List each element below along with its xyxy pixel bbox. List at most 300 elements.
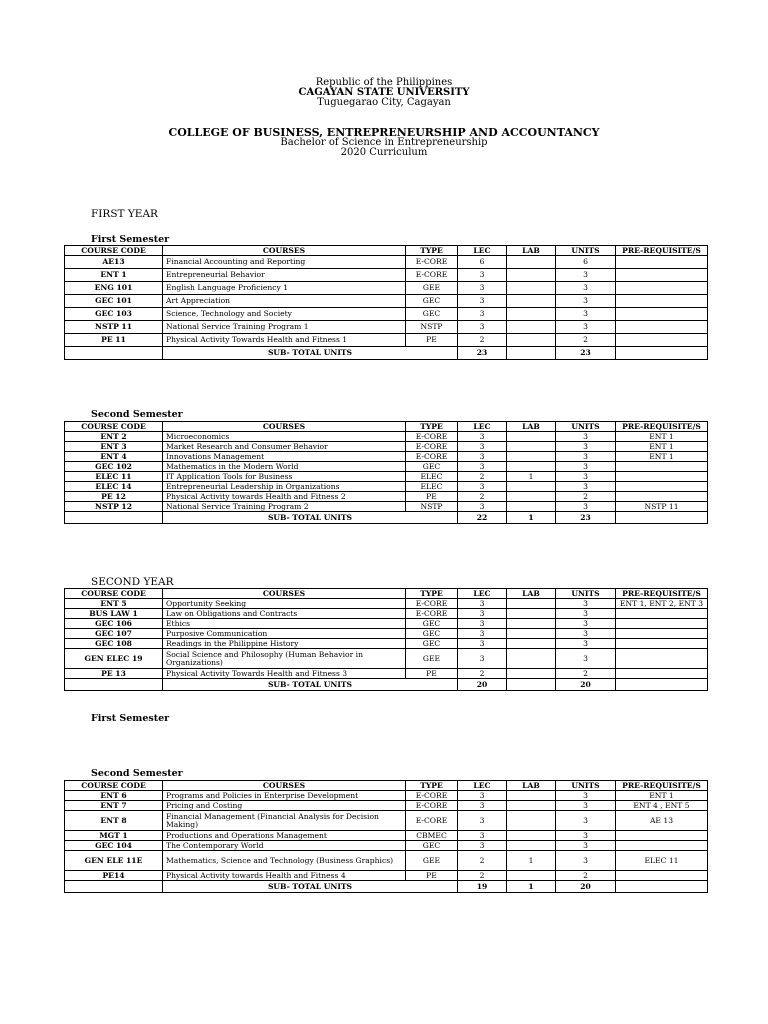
lec-cell: 3 bbox=[458, 308, 507, 321]
units-cell: 3 bbox=[556, 269, 616, 282]
lec-cell: 3 bbox=[458, 295, 507, 308]
units-cell: 2 bbox=[556, 334, 616, 347]
course-code-cell: GEN ELE 11E bbox=[65, 851, 163, 871]
subtotal-blank-cell bbox=[616, 881, 708, 893]
lab-cell bbox=[507, 619, 556, 629]
course-code-cell: GEN ELEC 19 bbox=[65, 649, 163, 669]
lec-cell: 2 bbox=[458, 492, 507, 502]
units-cell: 3 bbox=[556, 321, 616, 334]
column-header: UNITS bbox=[556, 246, 616, 256]
table-row bbox=[65, 502, 708, 512]
course-code-cell: NSTP 11 bbox=[65, 321, 163, 334]
course-type-cell: PE bbox=[406, 334, 458, 347]
lab-cell: 1 bbox=[507, 851, 556, 871]
course-code-cell: NSTP 12 bbox=[65, 502, 163, 512]
column-header: TYPE bbox=[406, 589, 458, 599]
column-header: PRE-REQUISITE/S bbox=[616, 781, 708, 791]
course-code-cell: ENG 101 bbox=[65, 282, 163, 295]
lec-cell: 3 bbox=[458, 462, 507, 472]
lec-cell: 3 bbox=[458, 801, 507, 811]
lab-cell bbox=[507, 801, 556, 811]
table-row bbox=[65, 871, 708, 881]
lec-cell: 3 bbox=[458, 432, 507, 442]
course-code-cell: GEC 106 bbox=[65, 619, 163, 629]
lab-cell bbox=[507, 669, 556, 679]
course-title-cell: Art Appreciation bbox=[163, 295, 406, 308]
table-header-row bbox=[65, 422, 708, 432]
subtotal-blank-cell bbox=[616, 347, 708, 360]
column-header: TYPE bbox=[406, 781, 458, 791]
prerequisite-cell bbox=[616, 629, 708, 639]
subtotal-units: 23 bbox=[556, 347, 616, 360]
lab-cell bbox=[507, 811, 556, 831]
first-year-first-semester-label: First Semester bbox=[91, 234, 170, 245]
lec-cell: 2 bbox=[458, 669, 507, 679]
lab-cell bbox=[507, 599, 556, 609]
course-code-cell: GEC 101 bbox=[65, 295, 163, 308]
column-header: UNITS bbox=[556, 589, 616, 599]
table-row bbox=[65, 256, 708, 269]
table-row bbox=[65, 841, 708, 851]
table-row bbox=[65, 492, 708, 502]
prerequisite-cell bbox=[616, 295, 708, 308]
column-header: UNITS bbox=[556, 781, 616, 791]
column-header: UNITS bbox=[556, 422, 616, 432]
units-cell: 3 bbox=[556, 811, 616, 831]
prerequisite-cell: ENT 1, ENT 2, ENT 3 bbox=[616, 599, 708, 609]
units-cell: 3 bbox=[556, 442, 616, 452]
prerequisite-cell bbox=[616, 482, 708, 492]
lec-cell: 3 bbox=[458, 482, 507, 492]
units-cell: 2 bbox=[556, 669, 616, 679]
column-header: TYPE bbox=[406, 422, 458, 432]
units-cell: 3 bbox=[556, 619, 616, 629]
column-header: LAB bbox=[507, 422, 556, 432]
lec-cell: 3 bbox=[458, 269, 507, 282]
course-title-cell: Physical Activity towards Health and Fitness 2 bbox=[163, 492, 406, 502]
units-cell: 3 bbox=[556, 462, 616, 472]
lab-cell bbox=[507, 871, 556, 881]
course-title-cell: English Language Proficiency 1 bbox=[163, 282, 406, 295]
course-code-cell: PE 13 bbox=[65, 669, 163, 679]
lab-cell bbox=[507, 282, 556, 295]
table-row bbox=[65, 432, 708, 442]
lab-cell bbox=[507, 295, 556, 308]
course-type-cell: GEC bbox=[406, 308, 458, 321]
units-cell: 3 bbox=[556, 639, 616, 649]
prerequisite-cell bbox=[616, 669, 708, 679]
column-header: COURSE CODE bbox=[65, 422, 163, 432]
lab-cell bbox=[507, 462, 556, 472]
course-code-cell: PE14 bbox=[65, 871, 163, 881]
course-title-cell: Physical Activity towards Health and Fitness 4 bbox=[163, 871, 406, 881]
lab-cell bbox=[507, 269, 556, 282]
course-code-cell: ENT 6 bbox=[65, 791, 163, 801]
course-code-cell: ENT 3 bbox=[65, 442, 163, 452]
lab-cell bbox=[507, 492, 556, 502]
course-type-cell: E-CORE bbox=[406, 442, 458, 452]
column-header: LEC bbox=[458, 781, 507, 791]
column-header: COURSES bbox=[163, 246, 406, 256]
table-row bbox=[65, 452, 708, 462]
lec-cell: 3 bbox=[458, 619, 507, 629]
course-type-cell: NSTP bbox=[406, 321, 458, 334]
course-title-cell: Mathematics, Science and Technology (Business Graphics) bbox=[163, 851, 406, 871]
course-code-cell: ENT 5 bbox=[65, 599, 163, 609]
prerequisite-cell bbox=[616, 841, 708, 851]
prerequisite-cell bbox=[616, 334, 708, 347]
lab-cell bbox=[507, 482, 556, 492]
subtotal-blank-cell bbox=[65, 512, 163, 524]
second-year-second-semester-label: Second Semester bbox=[91, 768, 183, 779]
course-code-cell: ENT 2 bbox=[65, 432, 163, 442]
course-title-cell: Physical Activity Towards Health and Fitness 1 bbox=[163, 334, 406, 347]
subtotal-blank-cell bbox=[616, 512, 708, 524]
subtotal-row bbox=[65, 347, 708, 360]
course-title-cell: Purposive Communication bbox=[163, 629, 406, 639]
subtotal-units: 20 bbox=[556, 881, 616, 893]
lab-cell bbox=[507, 452, 556, 462]
prerequisite-cell: NSTP 11 bbox=[616, 502, 708, 512]
column-header: COURSES bbox=[163, 422, 406, 432]
prerequisite-cell bbox=[616, 871, 708, 881]
units-cell: 3 bbox=[556, 502, 616, 512]
table-row bbox=[65, 649, 708, 669]
prerequisite-cell bbox=[616, 472, 708, 482]
course-type-cell: GEC bbox=[406, 619, 458, 629]
lec-cell: 2 bbox=[458, 851, 507, 871]
course-title-cell: National Service Training Program 2 bbox=[163, 502, 406, 512]
table-row bbox=[65, 295, 708, 308]
course-title-cell: Market Research and Consumer Behavior bbox=[163, 442, 406, 452]
table-row bbox=[65, 334, 708, 347]
lab-cell bbox=[507, 256, 556, 269]
subtotal-lec: 22 bbox=[458, 512, 507, 524]
course-code-cell: GEC 104 bbox=[65, 841, 163, 851]
units-cell: 3 bbox=[556, 599, 616, 609]
course-title-cell: Financial Management (Financial Analysis for Decision Making) bbox=[163, 811, 406, 831]
subtotal-label: SUB- TOTAL UNITS bbox=[163, 347, 458, 360]
lec-cell: 2 bbox=[458, 334, 507, 347]
course-code-cell: ENT 1 bbox=[65, 269, 163, 282]
lab-cell bbox=[507, 432, 556, 442]
units-cell: 2 bbox=[556, 871, 616, 881]
units-cell: 2 bbox=[556, 492, 616, 502]
table-row bbox=[65, 482, 708, 492]
prerequisite-cell: ELEC 11 bbox=[616, 851, 708, 871]
course-code-cell: ELEC 11 bbox=[65, 472, 163, 482]
second-year-first-semester-label: First Semester bbox=[91, 713, 170, 724]
course-type-cell: NSTP bbox=[406, 502, 458, 512]
units-cell: 3 bbox=[556, 851, 616, 871]
table-row bbox=[65, 442, 708, 452]
college-name: COLLEGE OF BUSINESS, ENTREPRENEURSHIP AND ACCOUNTANCY bbox=[168, 126, 600, 139]
prerequisite-cell bbox=[616, 492, 708, 502]
course-type-cell: ELEC bbox=[406, 472, 458, 482]
subtotal-units: 20 bbox=[556, 679, 616, 691]
prerequisite-cell bbox=[616, 609, 708, 619]
course-title-cell: Science, Technology and Society bbox=[163, 308, 406, 321]
column-header: PRE-REQUISITE/S bbox=[616, 246, 708, 256]
lec-cell: 6 bbox=[458, 256, 507, 269]
prerequisite-cell bbox=[616, 321, 708, 334]
lab-cell bbox=[507, 649, 556, 669]
subtotal-lab: 1 bbox=[507, 512, 556, 524]
course-type-cell: E-CORE bbox=[406, 432, 458, 442]
prerequisite-cell: ENT 1 bbox=[616, 442, 708, 452]
course-code-cell: GEC 102 bbox=[65, 462, 163, 472]
course-type-cell: E-CORE bbox=[406, 609, 458, 619]
course-title-cell: Innovations Management bbox=[163, 452, 406, 462]
course-type-cell: PE bbox=[406, 669, 458, 679]
subtotal-row bbox=[65, 881, 708, 893]
course-type-cell: E-CORE bbox=[406, 791, 458, 801]
units-cell: 3 bbox=[556, 801, 616, 811]
subtotal-lab: 1 bbox=[507, 881, 556, 893]
table-row bbox=[65, 282, 708, 295]
table-row bbox=[65, 472, 708, 482]
course-type-cell: GEC bbox=[406, 639, 458, 649]
column-header: TYPE bbox=[406, 246, 458, 256]
course-title-cell: Law on Obligations and Contracts bbox=[163, 609, 406, 619]
course-code-cell: PE 11 bbox=[65, 334, 163, 347]
lec-cell: 3 bbox=[458, 639, 507, 649]
lab-cell bbox=[507, 334, 556, 347]
units-cell: 3 bbox=[556, 482, 616, 492]
units-cell: 3 bbox=[556, 432, 616, 442]
lec-cell: 3 bbox=[458, 649, 507, 669]
course-code-cell: GEC 108 bbox=[65, 639, 163, 649]
lec-cell: 3 bbox=[458, 442, 507, 452]
table-row bbox=[65, 599, 708, 609]
table-row bbox=[65, 811, 708, 831]
lec-cell: 3 bbox=[458, 452, 507, 462]
course-title-cell: Physical Activity Towards Health and Fitness 3 bbox=[163, 669, 406, 679]
course-code-cell: AE13 bbox=[65, 256, 163, 269]
course-type-cell: GEE bbox=[406, 851, 458, 871]
course-type-cell: GEE bbox=[406, 649, 458, 669]
lec-cell: 3 bbox=[458, 791, 507, 801]
course-title-cell: Microeconomics bbox=[163, 432, 406, 442]
course-title-cell: Pricing and Costing bbox=[163, 801, 406, 811]
course-title-cell: Financial Accounting and Reporting bbox=[163, 256, 406, 269]
prerequisite-cell bbox=[616, 269, 708, 282]
subtotal-label: SUB- TOTAL UNITS bbox=[163, 679, 458, 691]
units-cell: 3 bbox=[556, 282, 616, 295]
university-location: Tuguegarao City, Cagayan bbox=[317, 97, 451, 108]
course-title-cell: IT Application Tools for Business bbox=[163, 472, 406, 482]
table-row bbox=[65, 639, 708, 649]
course-type-cell: PE bbox=[406, 871, 458, 881]
subtotal-lec: 19 bbox=[458, 881, 507, 893]
course-type-cell: GEC bbox=[406, 462, 458, 472]
subtotal-label: SUB- TOTAL UNITS bbox=[163, 881, 458, 893]
prerequisite-cell bbox=[616, 639, 708, 649]
lab-cell bbox=[507, 321, 556, 334]
lec-cell: 3 bbox=[458, 599, 507, 609]
column-header: LEC bbox=[458, 246, 507, 256]
course-type-cell: E-CORE bbox=[406, 452, 458, 462]
second-year-heading: SECOND YEAR bbox=[91, 576, 174, 588]
prerequisite-cell bbox=[616, 462, 708, 472]
course-code-cell: PE 12 bbox=[65, 492, 163, 502]
course-title-cell: Social Science and Philosophy (Human Behavior in Organizations) bbox=[163, 649, 406, 669]
subtotal-label: SUB- TOTAL UNITS bbox=[163, 512, 458, 524]
course-type-cell: GEC bbox=[406, 629, 458, 639]
units-cell: 3 bbox=[556, 649, 616, 669]
course-type-cell: E-CORE bbox=[406, 811, 458, 831]
course-title-cell: Entrepreneurial Behavior bbox=[163, 269, 406, 282]
column-header: COURSE CODE bbox=[65, 781, 163, 791]
course-title-cell: National Service Training Program 1 bbox=[163, 321, 406, 334]
first-year-second-semester-label: Second Semester bbox=[91, 409, 183, 420]
units-cell: 3 bbox=[556, 308, 616, 321]
column-header: LAB bbox=[507, 781, 556, 791]
lec-cell: 3 bbox=[458, 321, 507, 334]
subtotal-lec: 23 bbox=[458, 347, 507, 360]
lab-cell bbox=[507, 442, 556, 452]
prerequisite-cell bbox=[616, 649, 708, 669]
column-header: COURSES bbox=[163, 781, 406, 791]
units-cell: 3 bbox=[556, 295, 616, 308]
subtotal-blank-cell bbox=[65, 347, 163, 360]
lec-cell: 3 bbox=[458, 629, 507, 639]
course-type-cell: GEE bbox=[406, 282, 458, 295]
course-type-cell: CBMEC bbox=[406, 831, 458, 841]
column-header: COURSE CODE bbox=[65, 246, 163, 256]
course-type-cell: PE bbox=[406, 492, 458, 502]
table-row bbox=[65, 462, 708, 472]
table-row bbox=[65, 831, 708, 841]
subtotal-blank-cell bbox=[616, 679, 708, 691]
university-name: CAGAYAN STATE UNIVERSITY bbox=[298, 87, 470, 98]
lab-cell bbox=[507, 502, 556, 512]
subtotal-lab bbox=[507, 347, 556, 360]
course-title-cell: The Contemporary World bbox=[163, 841, 406, 851]
lab-cell bbox=[507, 308, 556, 321]
column-header: PRE-REQUISITE/S bbox=[616, 589, 708, 599]
table-row bbox=[65, 308, 708, 321]
lec-cell: 3 bbox=[458, 609, 507, 619]
table-row bbox=[65, 669, 708, 679]
course-code-cell: MGT 1 bbox=[65, 831, 163, 841]
units-cell: 3 bbox=[556, 452, 616, 462]
course-code-cell: ENT 8 bbox=[65, 811, 163, 831]
document-header bbox=[0, 78, 768, 158]
course-title-cell: Programs and Policies in Enterprise Development bbox=[163, 791, 406, 801]
republic-line: Republic of the Philippines bbox=[315, 77, 453, 88]
lab-cell bbox=[507, 609, 556, 619]
subtotal-lab bbox=[507, 679, 556, 691]
subtotal-row bbox=[65, 679, 708, 691]
column-header: LAB bbox=[507, 589, 556, 599]
units-cell: 3 bbox=[556, 472, 616, 482]
column-header: COURSE CODE bbox=[65, 589, 163, 599]
course-code-cell: GEC 107 bbox=[65, 629, 163, 639]
units-cell: 6 bbox=[556, 256, 616, 269]
table-header-row bbox=[65, 246, 708, 256]
course-type-cell: E-CORE bbox=[406, 269, 458, 282]
prerequisite-cell bbox=[616, 619, 708, 629]
course-code-cell: BUS LAW 1 bbox=[65, 609, 163, 619]
lab-cell bbox=[507, 791, 556, 801]
prerequisite-cell: ENT 1 bbox=[616, 791, 708, 801]
prerequisite-cell: AE 13 bbox=[616, 811, 708, 831]
prerequisite-cell bbox=[616, 256, 708, 269]
lab-cell bbox=[507, 841, 556, 851]
prerequisite-cell: ENT 4 , ENT 5 bbox=[616, 801, 708, 811]
units-cell: 3 bbox=[556, 831, 616, 841]
prerequisite-cell: ENT 1 bbox=[616, 452, 708, 462]
units-cell: 3 bbox=[556, 791, 616, 801]
course-code-cell: ELEC 14 bbox=[65, 482, 163, 492]
prerequisite-cell bbox=[616, 282, 708, 295]
column-header: LAB bbox=[507, 246, 556, 256]
course-code-cell: ENT 7 bbox=[65, 801, 163, 811]
lec-cell: 3 bbox=[458, 831, 507, 841]
table-row bbox=[65, 851, 708, 871]
subtotal-blank-cell bbox=[65, 881, 163, 893]
lec-cell: 2 bbox=[458, 472, 507, 482]
course-title-cell: Ethics bbox=[163, 619, 406, 629]
course-table-y2-s1 bbox=[64, 588, 708, 691]
prerequisite-cell bbox=[616, 308, 708, 321]
course-table-y1-s1 bbox=[64, 245, 708, 360]
table-header-row bbox=[65, 781, 708, 791]
course-title-cell: Entrepreneurial Leadership in Organizations bbox=[163, 482, 406, 492]
first-year-heading: FIRST YEAR bbox=[91, 208, 158, 220]
curriculum-year: 2020 Curriculum bbox=[340, 147, 428, 158]
table-row bbox=[65, 609, 708, 619]
subtotal-lec: 20 bbox=[458, 679, 507, 691]
course-type-cell: E-CORE bbox=[406, 599, 458, 609]
column-header: LEC bbox=[458, 422, 507, 432]
lec-cell: 2 bbox=[458, 871, 507, 881]
table-row bbox=[65, 791, 708, 801]
prerequisite-cell: ENT 1 bbox=[616, 432, 708, 442]
course-type-cell: GEC bbox=[406, 841, 458, 851]
units-cell: 3 bbox=[556, 629, 616, 639]
units-cell: 3 bbox=[556, 609, 616, 619]
lab-cell bbox=[507, 639, 556, 649]
course-title-cell: Opportunity Seeking bbox=[163, 599, 406, 609]
course-title-cell: Readings in the Philippine History bbox=[163, 639, 406, 649]
subtotal-units: 23 bbox=[556, 512, 616, 524]
course-code-cell: GEC 103 bbox=[65, 308, 163, 321]
column-header: LEC bbox=[458, 589, 507, 599]
column-header: PRE-REQUISITE/S bbox=[616, 422, 708, 432]
subtotal-blank-cell bbox=[65, 679, 163, 691]
course-table-y2-s2 bbox=[64, 780, 708, 893]
subtotal-row bbox=[65, 512, 708, 524]
course-type-cell: E-CORE bbox=[406, 801, 458, 811]
course-table-y1-s2 bbox=[64, 421, 708, 524]
table-header-row bbox=[65, 589, 708, 599]
lab-cell bbox=[507, 629, 556, 639]
lec-cell: 3 bbox=[458, 282, 507, 295]
lec-cell: 3 bbox=[458, 841, 507, 851]
table-row bbox=[65, 629, 708, 639]
table-row bbox=[65, 321, 708, 334]
course-type-cell: ELEC bbox=[406, 482, 458, 492]
course-title-cell: Mathematics in the Modern World bbox=[163, 462, 406, 472]
column-header: COURSES bbox=[163, 589, 406, 599]
lab-cell: 1 bbox=[507, 472, 556, 482]
course-type-cell: GEC bbox=[406, 295, 458, 308]
course-code-cell: ENT 4 bbox=[65, 452, 163, 462]
prerequisite-cell bbox=[616, 831, 708, 841]
table-row bbox=[65, 269, 708, 282]
